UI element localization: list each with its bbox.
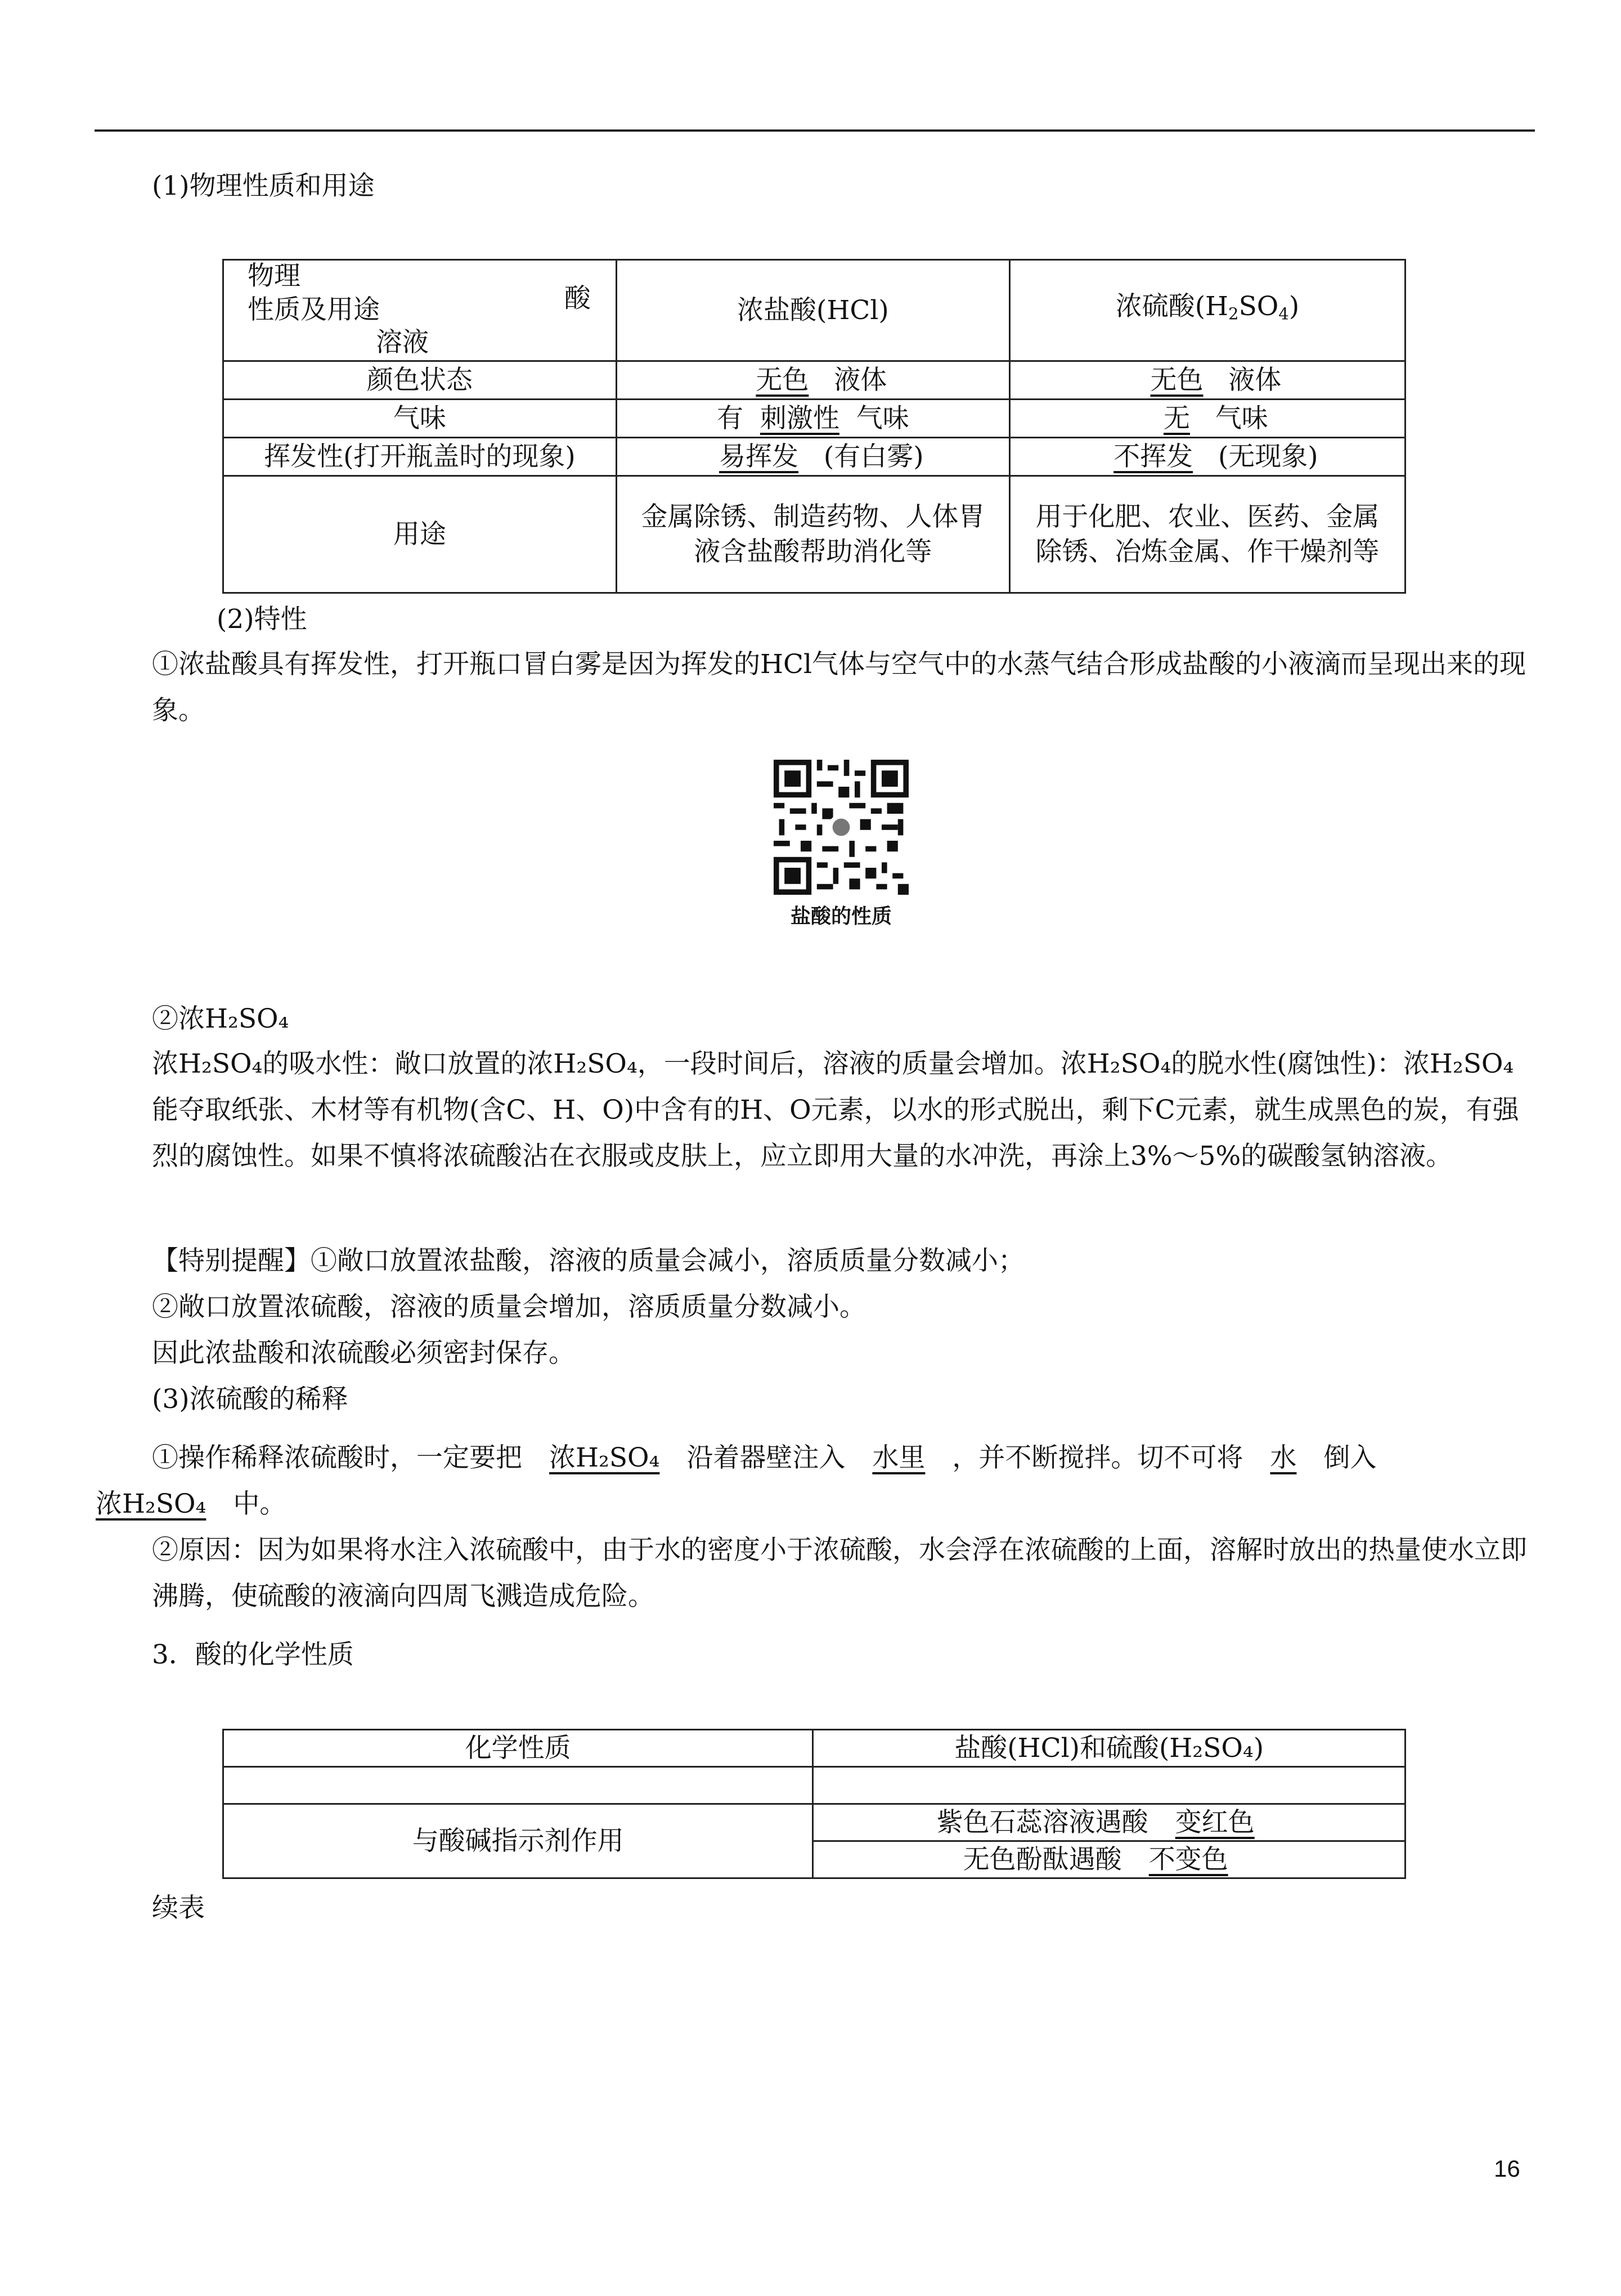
- qr-caption: 盐酸的性质: [790, 905, 892, 928]
- chemical-properties-table: [222, 1729, 1406, 1879]
- header-h2so4: 浓硫酸$(H_2SO_4)$: [1009, 260, 1405, 361]
- row-label: 气味: [223, 400, 617, 438]
- table-row: [223, 476, 1406, 593]
- empty-cell: [223, 1767, 813, 1804]
- row-label: 颜色状态: [223, 361, 617, 400]
- header-rule: [95, 129, 1535, 132]
- paragraph-h2so4: 浓H₂SO₄的吸水性：敞口放置的浓H₂SO₄，一段时间后，溶液的质量会增加。浓H₂SO₄的脱水性(腐蚀性)：浓H₂SO₄能夺取纸张、木材等有机物(含C、H、O)中含有的H、O元素，以水的形式脱出，剩下C元素，就生成黑色的炭，有强烈的腐蚀性。如果不慎将浓硫酸沾在衣服或皮肤上，应立即用大量的水冲洗，再涂上3%～5%的碳酸氢钠溶液。: [152, 1048, 1519, 1172]
- qr-code-icon: [774, 760, 909, 895]
- page-number: 16: [1494, 2155, 1520, 2182]
- header-property: 化学性质: [223, 1730, 813, 1767]
- section1-title: (1)物理性质和用途: [152, 171, 375, 201]
- row-label: 挥发性(打开瓶盖时的现象): [223, 438, 617, 476]
- phenolphthalein-cell: 无色酚酞遇酸 不变色: [813, 1841, 1406, 1878]
- header-acids: 盐酸(HCl)和硫酸(H₂SO₄): [813, 1730, 1406, 1767]
- tip-line-3: 因此浓盐酸和浓硫酸必须密封保存。: [152, 1338, 575, 1369]
- header-bottom: 溶液: [376, 327, 429, 358]
- header-mid-left: 性质及用途: [248, 294, 380, 325]
- h2so4-cell: 无 气味: [1009, 400, 1405, 438]
- paragraph-reason: ②原因：因为如果将水注入浓硫酸中，由于水的密度小于浓硫酸，水会浮在浓硫酸的上面，溶解时放出的热量使水立即沸腾，使硫酸的液滴向四周飞溅造成危险。: [152, 1535, 1527, 1612]
- physical-properties-table: [222, 259, 1406, 594]
- table-row: [223, 400, 1406, 438]
- header-top: 物理: [248, 261, 300, 292]
- table-row: [223, 361, 1406, 400]
- row-label: 用途: [223, 476, 617, 593]
- h2so4-cell: 不挥发 (无现象): [1009, 438, 1405, 476]
- h2so4-cell: [1009, 476, 1405, 593]
- hcl-cell: 有 刺激性 气味: [616, 400, 1009, 438]
- diagonal-header-cell: [223, 260, 617, 361]
- dilution-line-1: ①操作稀释浓硫酸时，一定要把 浓H₂SO₄ 沿着器壁注入 水里 ，并不断搅拌。切不可将 水 倒入: [152, 1442, 1377, 1473]
- header-hcl: 浓盐酸(HCl): [616, 260, 1009, 361]
- hcl-cell: 无色 液体: [616, 361, 1009, 400]
- section2-title: (2)特性: [217, 604, 307, 635]
- part3-title: 3．酸的化学性质: [152, 1639, 354, 1670]
- tip-line-2: ②敞口放置浓硫酸，溶液的质量会增加，溶质质量分数减小。: [152, 1292, 866, 1322]
- empty-cell: [813, 1767, 1406, 1804]
- header-mid-right: 酸: [564, 283, 591, 314]
- h2so4-title: ②浓H₂SO₄: [152, 1003, 289, 1034]
- h2so4-cell: 无色 液体: [1009, 361, 1405, 400]
- dilution-line-2: 浓H₂SO₄ 中。: [96, 1488, 286, 1519]
- litmus-cell: 紫色石蕊溶液遇酸 变红色: [813, 1804, 1406, 1841]
- section3-title: (3)浓硫酸的稀释: [152, 1384, 348, 1415]
- hcl-cell: 易挥发 (有白雾): [616, 438, 1009, 476]
- hcl-cell: [616, 476, 1009, 593]
- tip-line-1: 【特别提醒】①敞口放置浓盐酸，溶液的质量会减小，溶质质量分数减小；: [152, 1245, 1025, 1276]
- paragraph-hcl-volatility: ①浓盐酸具有挥发性，打开瓶口冒白雾是因为挥发的HCl气体与空气中的水蒸气结合形成盐酸的小液滴而呈现出来的现象。: [152, 649, 1526, 726]
- row-label-indicator: 与酸碱指示剂作用: [223, 1804, 813, 1878]
- hcl-use-text: 金属除锈、制造药物、人体胃液含盐酸帮助消化等: [641, 501, 985, 567]
- continued-label: 续表: [152, 1893, 205, 1923]
- h2so4-use-text: 用于化肥、农业、医药、金属除锈、冶炼金属、作干燥剂等: [1035, 501, 1380, 567]
- table-row: [223, 438, 1406, 476]
